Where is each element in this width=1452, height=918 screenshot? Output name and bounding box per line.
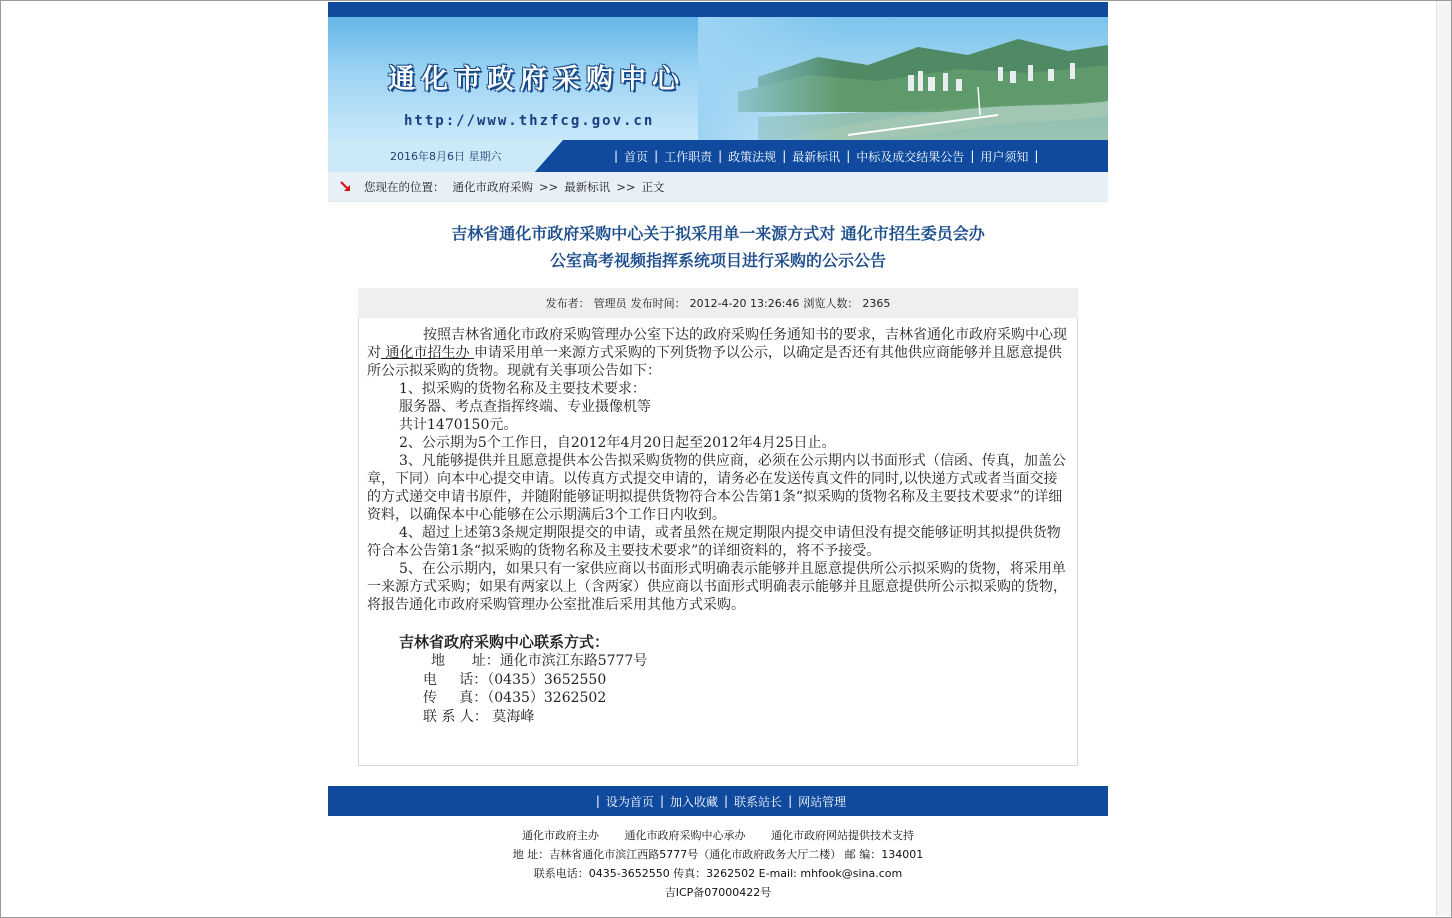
intro-paragraph	[367, 326, 1069, 380]
views-label: 浏览人数：	[803, 297, 859, 310]
red-arrow-icon	[340, 181, 352, 193]
nav-separator: |	[970, 149, 975, 163]
footer-link-set-homepage[interactable]: 设为首页	[605, 794, 654, 809]
contact-title: 吉林省政府采购中心联系方式：	[399, 633, 610, 651]
site-url: http://www.thzfcg.gov.cn	[404, 113, 655, 129]
footer-sponsors	[328, 826, 1108, 845]
item-1-goods: 服务器、考点查指挥终端、专业摄像机等	[399, 399, 651, 415]
contact-person: 联 系 人： 莫海峰	[423, 708, 535, 725]
article-title-line2: 公室高考视频指挥系统项目进行采购的公示公告	[549, 251, 886, 270]
contact-fax: 传 真：（0435）3262502	[423, 690, 607, 706]
footer-nav-separator: |	[788, 794, 793, 808]
footer-sponsor-host: 通化市政府主办	[522, 829, 599, 842]
footer-link-add-favorite[interactable]: 加入收藏	[669, 794, 718, 809]
nav-item-user-notice[interactable]: 用户须知	[980, 149, 1029, 164]
main-nav	[608, 140, 1044, 172]
footer-icp[interactable]: 吉ICP备07000422号	[664, 886, 772, 899]
item-2: 2、公示期为5个工作日，自2012年4月20日起至2012年4月25日止。	[399, 435, 836, 451]
header-banner	[328, 17, 1108, 140]
item-4: 4、超过上述第3条规定期限提交的申请，或者虽然在规定期限内提交申请但没有提交能够证明其拟提供货物符合本公告第1条“拟采购的货物名称及主要技术要求”的详细资料的，将不予接受。	[367, 525, 1061, 559]
footer-nav-separator: |	[724, 794, 729, 808]
breadcrumb	[328, 172, 1108, 202]
footer-nav-separator: |	[595, 794, 600, 808]
article-body	[358, 318, 1078, 766]
item-1-total: 共计1470150元。	[399, 417, 518, 433]
nav-separator: |	[782, 149, 787, 163]
current-date: 2016年8月6日 星期六	[390, 150, 502, 163]
nav-separator: |	[1034, 149, 1039, 163]
nav-separator: |	[654, 149, 659, 163]
intro-underlined-unit: 通化市招生办	[381, 345, 474, 361]
breadcrumb-item-home[interactable]: 通化市政府采购	[452, 179, 533, 194]
nav-item-home[interactable]: 首页	[624, 149, 649, 164]
footer-nav-separator: |	[659, 794, 664, 808]
footer-link-site-admin[interactable]: 网站管理	[798, 794, 847, 809]
intro-text-b: 申请采用单一来源方式采购的下列货物予以公示，以确定是否还有其他供应商能够并且愿意提供所公示拟采购的货物。现就有关事项公告如下：	[367, 345, 1062, 379]
footer-nav	[328, 786, 1108, 816]
contact-address: 地 址：通化市滨江东路5777号	[431, 653, 648, 669]
nav-item-latest-bids[interactable]: 最新标讯	[792, 149, 841, 164]
article-meta	[358, 288, 1078, 318]
nav-item-duties[interactable]: 工作职责	[664, 149, 713, 164]
nav-item-policies[interactable]: 政策法规	[728, 149, 777, 164]
publisher-value: 管理员	[593, 297, 627, 310]
publisher-label: 发布者：	[545, 297, 590, 310]
breadcrumb-prefix: 您现在的位置：	[364, 179, 445, 194]
top-bar	[328, 2, 1108, 17]
footer-contact: 联系电话：0435-3652550 传真：3262502 E-mail: mhfook@sina.com	[533, 867, 903, 880]
footer-info	[328, 826, 1108, 902]
breadcrumb-item-current: 正文	[641, 179, 665, 194]
breadcrumb-item-latest[interactable]: 最新标讯	[564, 179, 611, 194]
nav-separator: |	[718, 149, 723, 163]
nav-separator: |	[614, 149, 619, 163]
item-1: 1、拟采购的货物名称及主要技术要求：	[399, 381, 646, 397]
nav-item-award-results[interactable]: 中标及成交结果公告	[856, 149, 965, 164]
page-container	[328, 2, 1108, 902]
contact-phone: 电 话：（0435）3652550	[423, 671, 607, 688]
item-3: 3、凡能够提供并且愿意提供本公告拟采购货物的供应商，必须在公示期内以书面形式（信函、传真，加盖公章，下同）向本中心提交申请。以传真方式提交申请的，请务必在发送传真文件的同时,以快递方式或者当面交接的方式递交申请书原件，并随附能够证明拟提供货物符合本公告第1条“拟采购的货物名称及主要技术要求”的详细资料，以确保本中心能够在公示期满后3个工作日内收到。	[367, 453, 1066, 523]
footer-sponsor-organizer: 通化市政府采购中心承办	[624, 829, 746, 842]
main-navigation-bar	[328, 140, 1108, 172]
scrollbar-gutter[interactable]	[1436, 1, 1451, 916]
breadcrumb-separator: >>	[539, 179, 559, 194]
publish-time-label: 发布时间：	[630, 297, 686, 310]
site-title: 通化市政府采购中心	[388, 64, 685, 95]
footer-sponsor-tech: 通化市政府网站提供技术支持	[771, 829, 914, 842]
footer-link-contact-admin[interactable]: 联系站长	[734, 794, 783, 809]
article-title	[328, 220, 1108, 274]
city-landscape-image	[698, 17, 1108, 140]
item-5: 5、在公示期内，如果只有一家供应商以书面形式明确表示能够并且愿意提供所公示拟采购的货物，将采用单一来源方式采购；如果有两家以上（含两家）供应商以书面形式明确表示能够并且愿意提供所公示拟采购的货物，将报告通化市政府采购管理办公室批准后采用其他方式采购。	[367, 561, 1067, 613]
intro-text-a: 按照吉林省通化市政府采购管理办公室下达的政府采购任务通知书的要求，吉林省通化市政府采购中心现对	[367, 327, 1067, 361]
article-title-line1: 吉林省通化市政府采购中心关于拟采用单一来源方式对 通化市招生委员会办	[451, 224, 985, 243]
breadcrumb-separator: >>	[616, 179, 636, 194]
publish-time-value: 2012-4-20 13:26:46	[689, 296, 800, 310]
footer-address: 地 址：吉林省通化市滨江西路5777号（通化市政府政务大厅二楼） 邮 编：134001	[512, 848, 924, 861]
nav-separator: |	[846, 149, 851, 163]
views-value: 2365	[862, 296, 891, 310]
